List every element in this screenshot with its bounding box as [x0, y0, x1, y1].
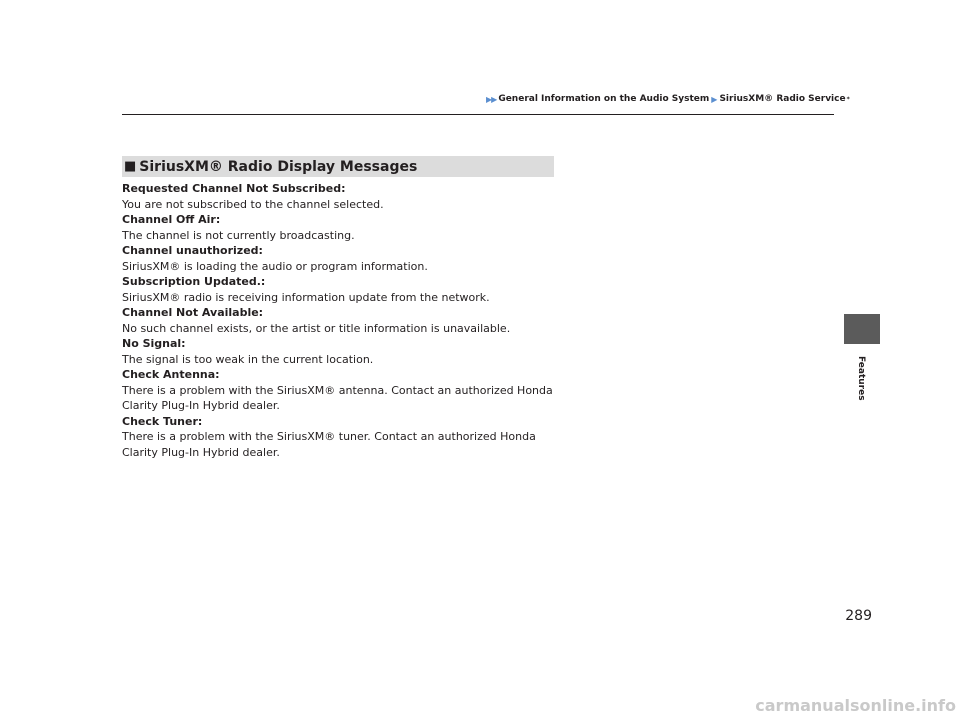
star-marker: * — [846, 95, 850, 103]
watermark: carmanualsonline.info — [755, 696, 956, 715]
message-description: SiriusXM® radio is receiving information update from the network. — [122, 290, 490, 304]
message-title: Subscription Updated.: — [122, 275, 266, 288]
message-title: Requested Channel Not Subscribed: — [122, 182, 346, 195]
message-description: You are not subscribed to the channel selected. — [122, 197, 384, 211]
message-item — [122, 367, 562, 414]
breadcrumb — [486, 94, 850, 104]
section-header — [122, 156, 554, 177]
page-number: 289 — [845, 608, 872, 624]
message-item — [122, 336, 562, 367]
message-item — [122, 414, 562, 461]
double-arrow-icon: ▶▶ — [486, 94, 497, 104]
message-description: The signal is too weak in the current location. — [122, 352, 374, 366]
message-title: No Signal: — [122, 337, 186, 350]
square-bullet-icon: ■ — [124, 159, 137, 174]
header-divider — [122, 114, 834, 115]
message-item — [122, 274, 562, 305]
message-item — [122, 243, 562, 274]
breadcrumb-item-siriusxm[interactable]: SiriusXM® Radio Service — [719, 94, 846, 104]
message-description: No such channel exists, or the artist or title information is unavailable. — [122, 321, 511, 335]
message-title: Check Tuner: — [122, 414, 203, 428]
message-item — [122, 305, 562, 336]
message-description: There is a problem with the SiriusXM® antenna. Contact an authorized Honda Clarity Plug-In Hybrid dealer. — [122, 383, 553, 412]
breadcrumb-item-audio-system[interactable]: General Information on the Audio System — [498, 94, 710, 104]
arrow-icon: ▶ — [711, 94, 718, 104]
chapter-tab[interactable] — [844, 314, 880, 344]
message-title: Channel Off Air: — [122, 213, 221, 226]
chapter-label: Features — [856, 356, 866, 401]
message-description: The channel is not currently broadcasting. — [122, 228, 355, 242]
message-list — [122, 181, 562, 460]
message-description: There is a problem with the SiriusXM® tuner. Contact an authorized Honda Clarity Plug-In Hybrid dealer. — [122, 430, 536, 459]
message-item — [122, 181, 562, 212]
message-title: Channel unauthorized: — [122, 244, 263, 257]
message-description: SiriusXM® is loading the audio or program information. — [122, 259, 428, 273]
message-item — [122, 212, 562, 243]
section-title: SiriusXM® Radio Display Messages — [139, 158, 418, 175]
message-title: Channel Not Available: — [122, 306, 264, 319]
message-title: Check Antenna: — [122, 368, 220, 381]
